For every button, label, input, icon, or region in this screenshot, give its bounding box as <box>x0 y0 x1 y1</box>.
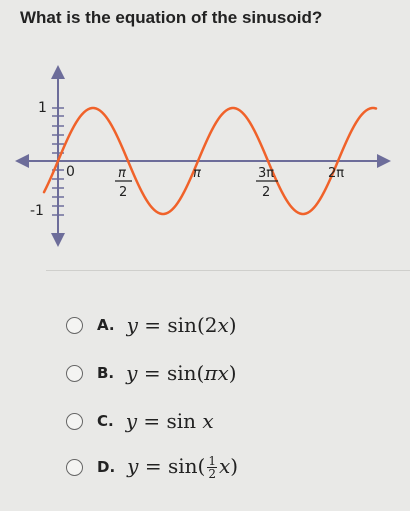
x-label-three-pi-over-2-den: 2 <box>262 185 271 200</box>
x-label-three-pi-over-2-num: 3π <box>258 166 275 181</box>
choice-b-equals: = <box>143 361 161 385</box>
choice-a-letter: A. <box>97 316 115 334</box>
choice-a-var: x <box>217 313 229 337</box>
choice-c-equation <box>126 409 214 433</box>
x-label-pi-over-2 <box>115 166 132 200</box>
choice-c-equals: = <box>143 409 161 433</box>
choice-b-lhs: y <box>126 361 138 385</box>
divider <box>46 270 410 271</box>
choice-d-letter: D. <box>97 458 116 476</box>
x-label-two-pi: 2π <box>328 166 345 181</box>
choice-d[interactable] <box>66 452 238 482</box>
choice-a-close: ) <box>228 313 237 337</box>
choice-c-lhs: y <box>125 409 138 433</box>
choice-d-open: ( <box>197 454 206 478</box>
choice-b-letter: B. <box>97 364 115 382</box>
choice-b-close: ) <box>228 361 237 385</box>
choice-d-frac-num: 1 <box>208 454 216 468</box>
choice-a-fn: sin <box>167 313 197 337</box>
choice-a-equals: = <box>144 313 162 337</box>
choice-b-arg: π <box>204 361 218 385</box>
x-label-pi: π <box>193 166 201 181</box>
choice-d-frac-den: 2 <box>208 467 216 481</box>
choice-a-open: ( <box>196 313 205 337</box>
choice-a[interactable] <box>66 310 237 340</box>
choice-b-fn: sin <box>166 361 197 385</box>
x-label-pi-over-2-den: 2 <box>119 185 128 200</box>
radio-b[interactable] <box>66 365 83 382</box>
choice-d-close: ) <box>230 454 239 478</box>
choice-c-fn: sin <box>166 409 197 433</box>
x-label-three-pi-over-2 <box>256 166 278 200</box>
choice-a-equation <box>127 313 237 337</box>
origin-label: 0 <box>66 164 75 180</box>
choice-b-var: x <box>217 361 229 385</box>
choice-d-lhs: y <box>127 454 139 478</box>
choice-d-var: x <box>218 454 231 478</box>
choice-b-equation <box>126 361 236 385</box>
choice-d-fraction <box>207 455 217 480</box>
choice-b[interactable] <box>66 358 237 388</box>
radio-a[interactable] <box>66 317 83 334</box>
radio-c[interactable] <box>66 413 83 430</box>
y-tick-label-1: 1 <box>38 100 47 116</box>
choice-d-equals: = <box>144 454 162 478</box>
choice-c-letter: C. <box>97 412 114 430</box>
x-label-pi-over-2-num: π <box>118 166 126 181</box>
choice-a-lhs: y <box>126 313 138 337</box>
y-tick-label-neg1: -1 <box>30 203 44 219</box>
sinusoid-graph <box>0 60 410 255</box>
choice-d-fn: sin <box>167 454 198 478</box>
choice-a-arg: 2 <box>204 313 218 337</box>
choice-c-var: x <box>202 409 214 433</box>
choice-b-open: ( <box>196 361 205 385</box>
radio-d[interactable] <box>66 459 83 476</box>
choice-d-equation <box>127 454 238 480</box>
question-text: What is the equation of the sinusoid? <box>20 8 323 27</box>
choice-c[interactable] <box>66 406 214 436</box>
